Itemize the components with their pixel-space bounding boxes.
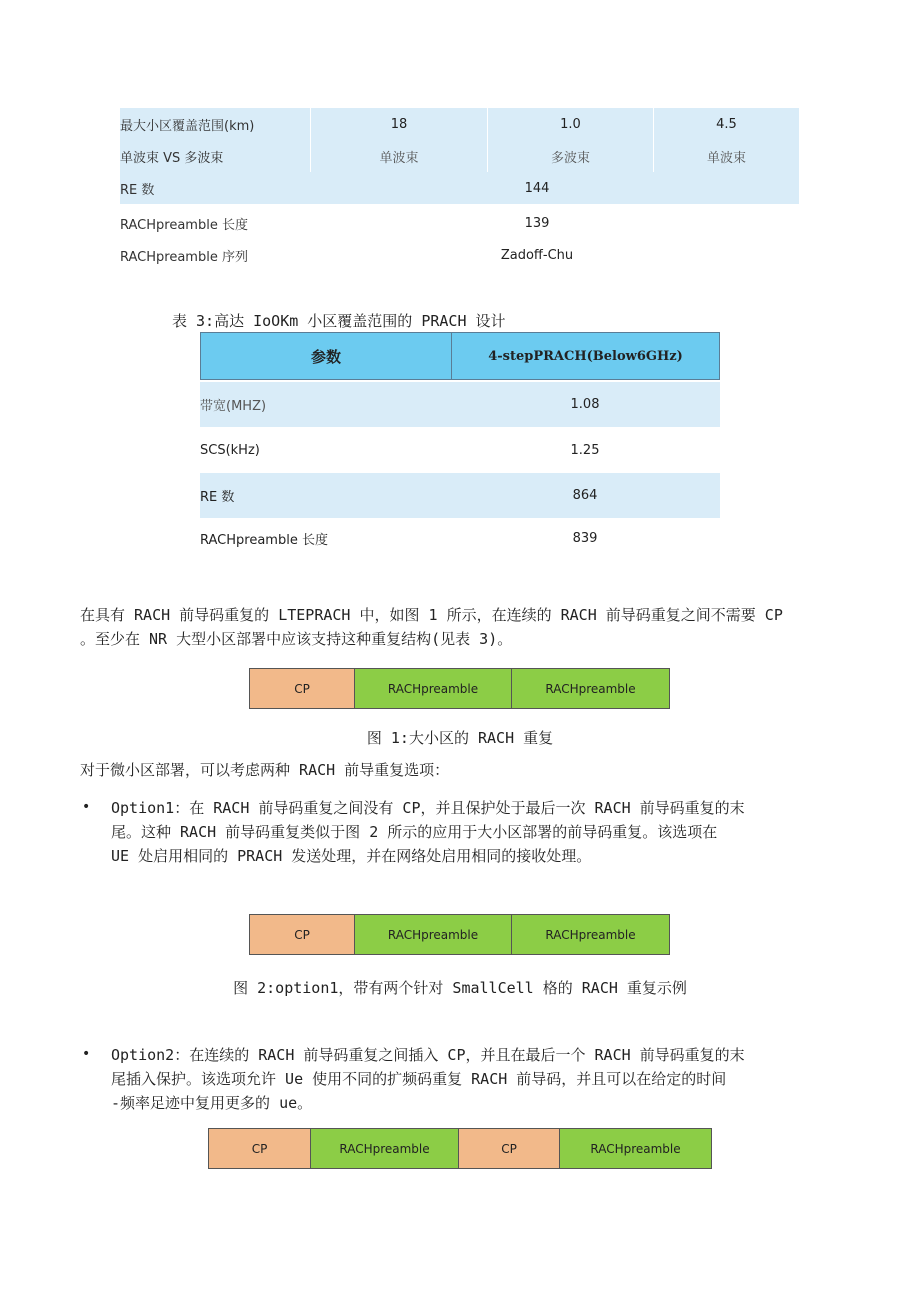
cp-segment: CP bbox=[250, 669, 355, 708]
figure-caption: 图 2:option1，带有两个针对 SmallCell 格的 RACH 重复示例 bbox=[233, 979, 687, 997]
table-cell: 多波束 bbox=[487, 140, 653, 172]
table-cell: 4.5 bbox=[653, 108, 799, 140]
cp-segment: CP bbox=[250, 915, 355, 954]
paragraph-line: -频率足迹中复用更多的 ue。 bbox=[111, 1094, 313, 1112]
preamble-segment: RACHpreamble bbox=[311, 1129, 459, 1168]
table-cell: 1.08 bbox=[570, 397, 600, 412]
table-row bbox=[120, 140, 799, 172]
table-cell: 1.25 bbox=[570, 443, 600, 458]
table-cell: 144 bbox=[524, 180, 550, 196]
preamble-segment: RACHpreamble bbox=[560, 1129, 711, 1168]
preamble-segment: RACHpreamble bbox=[355, 669, 512, 708]
table-row bbox=[120, 108, 799, 140]
table-cell: 839 bbox=[572, 531, 598, 546]
figure3-diagram bbox=[208, 1128, 712, 1169]
cp-segment: CP bbox=[459, 1129, 560, 1168]
table-row bbox=[200, 382, 720, 427]
table-row bbox=[200, 428, 720, 473]
table-cell: 18 bbox=[310, 108, 487, 140]
table-cell-label: 带宽(MHZ) bbox=[200, 399, 267, 414]
preamble-segment: RACHpreamble bbox=[355, 915, 512, 954]
table-cell: Zadoff-Chu bbox=[500, 247, 574, 263]
figure-caption: 图 1:大小区的 RACH 重复 bbox=[366, 729, 554, 747]
table-cell: 单波束 bbox=[653, 140, 799, 172]
option1-text bbox=[111, 796, 871, 868]
paragraph: 对于微小区部署，可以考虑两种 RACH 前导重复选项： bbox=[80, 761, 450, 779]
table-cell-label: SCS(kHz) bbox=[200, 443, 260, 458]
bullet-icon: • bbox=[82, 1046, 91, 1062]
option2-text bbox=[111, 1043, 871, 1115]
table-cell: 单波束 bbox=[310, 140, 487, 172]
table2-header bbox=[200, 332, 720, 380]
figure2-diagram bbox=[249, 914, 670, 955]
table-row bbox=[120, 207, 799, 239]
table-header-cell: 4-stepPRACH(Below6GHz) bbox=[488, 348, 683, 364]
paragraph-line: UE 处启用相同的 PRACH 发送处理，并在网络处启用相同的接收处理。 bbox=[111, 847, 592, 865]
table-cell-label: RACHpreamble 序列 bbox=[120, 249, 248, 265]
table-cell-label: RE 数 bbox=[120, 182, 155, 198]
table-cell-label: RE 数 bbox=[200, 490, 235, 505]
paragraph-line: Option1：在 RACH 前导码重复之间没有 CP，并且保护处于最后一次 RACH 前导码重复的末 bbox=[111, 799, 745, 817]
table-row bbox=[200, 473, 720, 518]
cp-segment: CP bbox=[209, 1129, 311, 1168]
figure1-diagram bbox=[249, 668, 670, 709]
paragraph-line: 在具有 RACH 前导码重复的 LTEPRACH 中，如图 1 所示，在连续的 RACH 前导码重复之间不需要 CP bbox=[80, 606, 783, 624]
table-cell-label: RACHpreamble 长度 bbox=[200, 533, 328, 548]
bullet-icon: • bbox=[82, 799, 91, 815]
paragraph-line: 。至少在 NR 大型小区部署中应该支持这种重复结构(见表 3)。 bbox=[80, 630, 513, 648]
table-cell-label: 单波束 VS 多波束 bbox=[120, 150, 224, 166]
preamble-segment: RACHpreamble bbox=[512, 915, 669, 954]
paragraph bbox=[80, 603, 870, 651]
table-cell-label: RACHpreamble 长度 bbox=[120, 217, 248, 233]
table-row bbox=[200, 516, 720, 561]
table-cell: 864 bbox=[572, 488, 598, 503]
table-cell: 1.0 bbox=[487, 108, 653, 140]
paragraph-line: 尾。这种 RACH 前导码重复类似于图 2 所示的应用于大小区部署的前导码重复。该选项在 bbox=[111, 823, 718, 841]
table-cell-label: 最大小区覆盖范围(km) bbox=[120, 118, 255, 134]
table-caption: 表 3:高达 IoOKm 小区覆盖范围的 PRACH 设计 bbox=[172, 312, 506, 330]
paragraph-line: Option2：在连续的 RACH 前导码重复之间插入 CP，并且在最后一个 RACH 前导码重复的末 bbox=[111, 1046, 745, 1064]
table-header-cell: 参数 bbox=[201, 333, 452, 379]
table-row bbox=[120, 239, 799, 271]
table-row bbox=[120, 172, 799, 204]
preamble-segment: RACHpreamble bbox=[512, 669, 669, 708]
paragraph-line: 尾插入保护。该选项允许 Ue 使用不同的扩频码重复 RACH 前导码，并且可以在给定的时间 bbox=[111, 1070, 727, 1088]
table-cell: 139 bbox=[524, 215, 550, 231]
